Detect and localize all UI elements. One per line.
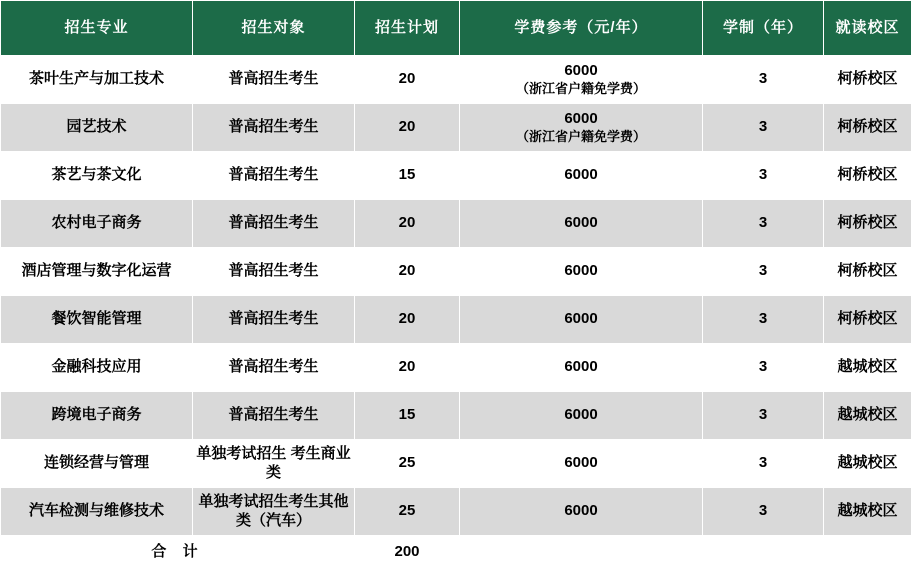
- table-row: [1, 296, 911, 344]
- cell-target: 普高招生考生: [193, 248, 355, 296]
- cell-campus: 越城校区: [824, 392, 911, 440]
- cell-fee: 6000: [460, 488, 703, 536]
- column-header-fee: 学费参考（元/年）: [460, 1, 703, 56]
- cell-plan: 20: [355, 344, 460, 392]
- cell-years: 3: [703, 200, 824, 248]
- cell-fee: 6000: [460, 152, 703, 200]
- cell-major: 酒店管理与数字化运营: [1, 248, 193, 296]
- cell-years: 3: [703, 392, 824, 440]
- cell-major: 餐饮智能管理: [1, 296, 193, 344]
- cell-target: 普高招生考生: [193, 344, 355, 392]
- cell-plan: 25: [355, 488, 460, 536]
- header-row: [1, 1, 911, 56]
- cell-target: 单独考试招生考生其他类（汽车）: [193, 488, 355, 536]
- table-row: [1, 104, 911, 152]
- total-fee: [460, 536, 703, 570]
- cell-plan: 20: [355, 56, 460, 104]
- cell-target: 普高招生考生: [193, 56, 355, 104]
- cell-fee-note: （浙江省户籍免学费）: [515, 129, 646, 145]
- table-row: [1, 56, 911, 104]
- cell-years: 3: [703, 440, 824, 488]
- total-label-text: 合 计: [151, 543, 204, 561]
- cell-major: 农村电子商务: [1, 200, 193, 248]
- cell-campus: 越城校区: [824, 488, 911, 536]
- cell-target: 普高招生考生: [193, 392, 355, 440]
- cell-fee: 6000: [460, 392, 703, 440]
- cell-target: 普高招生考生: [193, 200, 355, 248]
- cell-fee: 6000: [460, 440, 703, 488]
- column-header-years: 学制（年）: [703, 1, 824, 56]
- column-header-target: 招生对象: [193, 1, 355, 56]
- table-row: [1, 344, 911, 392]
- cell-fee: 6000: [460, 248, 703, 296]
- cell-fee: [460, 56, 703, 104]
- cell-major: 连锁经营与管理: [1, 440, 193, 488]
- cell-target: 普高招生考生: [193, 152, 355, 200]
- cell-fee: 6000: [460, 296, 703, 344]
- cell-campus: 柯桥校区: [824, 200, 911, 248]
- table-row: [1, 248, 911, 296]
- cell-campus: 柯桥校区: [824, 248, 911, 296]
- cell-years: 3: [703, 152, 824, 200]
- cell-campus: 柯桥校区: [824, 296, 911, 344]
- column-header-plan: 招生计划: [355, 1, 460, 56]
- cell-plan: 25: [355, 440, 460, 488]
- cell-major: 园艺技术: [1, 104, 193, 152]
- cell-campus: 柯桥校区: [824, 152, 911, 200]
- column-header-campus: 就读校区: [824, 1, 911, 56]
- cell-plan: 15: [355, 392, 460, 440]
- table-body: [1, 56, 911, 570]
- cell-fee-note: （浙江省户籍免学费）: [515, 81, 646, 97]
- cell-fee: 6000: [460, 344, 703, 392]
- cell-fee: [460, 104, 703, 152]
- table-row: [1, 200, 911, 248]
- cell-target: 单独考试招生 考生商业类: [193, 440, 355, 488]
- table-row: [1, 392, 911, 440]
- column-header-major: 招生专业: [1, 1, 193, 56]
- table-total-row: [1, 536, 911, 570]
- cell-years: 3: [703, 296, 824, 344]
- cell-target: 普高招生考生: [193, 104, 355, 152]
- cell-major: 跨境电子商务: [1, 392, 193, 440]
- cell-campus: 越城校区: [824, 344, 911, 392]
- cell-plan: 20: [355, 296, 460, 344]
- total-years: [703, 536, 824, 570]
- cell-campus: 越城校区: [824, 440, 911, 488]
- cell-campus: 柯桥校区: [824, 104, 911, 152]
- cell-plan: 20: [355, 104, 460, 152]
- cell-fee-amount: 6000: [564, 109, 598, 127]
- cell-fee-amount: 6000: [564, 61, 598, 79]
- cell-campus: 柯桥校区: [824, 56, 911, 104]
- cell-years: 3: [703, 104, 824, 152]
- cell-major: 金融科技应用: [1, 344, 193, 392]
- table-row: [1, 488, 911, 536]
- cell-target: 普高招生考生: [193, 296, 355, 344]
- cell-years: 3: [703, 344, 824, 392]
- table-header: [1, 1, 911, 56]
- table-row: [1, 440, 911, 488]
- table-row: [1, 152, 911, 200]
- cell-years: 3: [703, 248, 824, 296]
- cell-years: 3: [703, 56, 824, 104]
- total-plan: 200: [355, 536, 460, 570]
- cell-fee: 6000: [460, 200, 703, 248]
- cell-plan: 15: [355, 152, 460, 200]
- cell-major: 茶叶生产与加工技术: [1, 56, 193, 104]
- total-label: [1, 536, 355, 570]
- cell-major: 汽车检测与维修技术: [1, 488, 193, 536]
- cell-plan: 20: [355, 200, 460, 248]
- total-campus: [824, 536, 911, 570]
- cell-plan: 20: [355, 248, 460, 296]
- cell-years: 3: [703, 488, 824, 536]
- cell-major: 茶艺与茶文化: [1, 152, 193, 200]
